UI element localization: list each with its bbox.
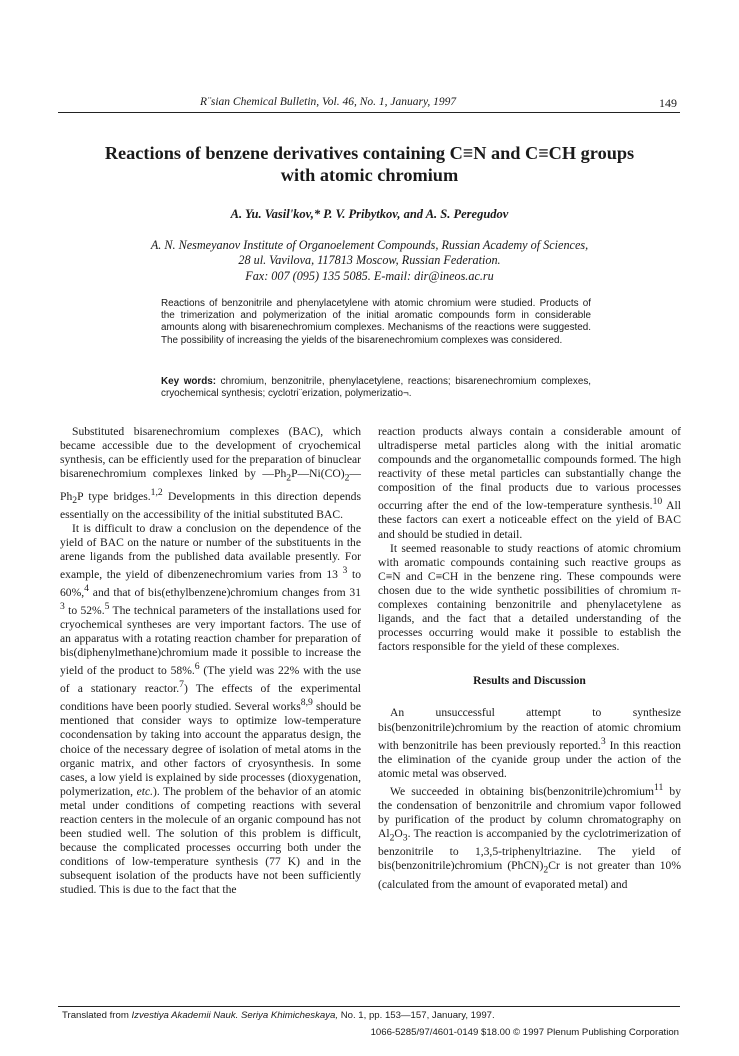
body-paragraph: We succeeded in obtaining bis(benzonitrile)chromium$^{11}$ by the condensation of benzonitrile and chromium vapor followed by purification of the product by column chromatography on $Al_2O_3$. The reaction is accompanied by the cyclotrimerization of benzonitrile to 1,3,5-triphenyltriazine. The yield of bis(benzonitrile)chromium $(PhCN)_2Cr$ is not greater than 10% (calculated from the amount of evaporated metal) and: [378, 781, 681, 891]
section-heading: Results and Discussion: [473, 674, 586, 688]
affiliation-line-2: 28 ul. Vavilova, 117813 Moscow, Russian Federation.: [238, 253, 501, 268]
body-paragraph: Substituted bisarenechromium complexes (BAC), which became accessible due to the development of cryochemical synthesis, can be efficiently used for the preparation of binuclear bisarenechromium complexes linked by $—Ph_2P—Ni(CO)_2—Ph_2P$ type bridges.$^{1,2}$ Developments in this direction depends essentially on the accessibility of the initial substituted BAC.: [60, 425, 361, 521]
citation: 3: [600, 735, 606, 747]
running-head: R¨sian Chemical Bulletin, Vol. 46, No. 1, January, 1997: [200, 96, 457, 108]
keywords: [161, 376, 591, 400]
title-line-1: Reactions of benzene derivatives containing C≡N and C≡CH groups: [104, 143, 635, 163]
citation: 8,9: [300, 697, 313, 709]
body-paragraph: An unsuccessful attempt to synthesize bis(benzonitrile)chromium by the reaction of atomic chromium with benzonitrile has been previously reported.$^3$ In this reaction the elimination of the cyanide group under the action of the atomic metal was observed.: [378, 706, 681, 780]
citation: 3: [60, 601, 65, 613]
body-paragraph: reaction products always contain a considerable amount of ultradisperse metal particles along with the initial aromatic compounds and the organometallic compounds formed. The high reactivity of these metal particles can substantially change the composition of the final products due to various processes occurring after the end of the low-temperature synthesis.$^{10}$ All these factors can exert a noticeable effect on the yield of BAC and should be studied in detail.: [378, 425, 681, 541]
header-rule: [58, 112, 680, 113]
citation: 4: [84, 583, 89, 595]
citation: 7: [179, 679, 184, 691]
footer-rule: [58, 1006, 680, 1007]
citation: 1,2: [150, 486, 163, 498]
left-column: [60, 425, 361, 898]
citation: 5: [104, 601, 110, 613]
affiliation-line-3: Fax: 007 (095) 135 5085. E-mail: dir@ineos.ac.ru: [245, 268, 494, 283]
author-list: A. Yu. Vasil'kov,* P. V. Pribytkov, and A. S. Peregudov: [230, 207, 509, 221]
copyright-line: 1066-5285/97/4601-0149 $18.00 © 1997 Plenum Publishing Corporation: [370, 1027, 679, 1038]
affiliation: [40, 238, 699, 284]
affiliation-line-1: A. N. Nesmeyanov Institute of Organoelement Compounds, Russian Academy of Sciences,: [150, 238, 589, 252]
title-line-2: with atomic chromium: [280, 165, 459, 185]
article-title: [40, 142, 699, 186]
abstract: Reactions of benzonitrile and phenylacetylene with atomic chromium were studied. Products of the trimerization and polymerization of the initial aromatic compounds form in considerable amounts along with bisarenechromium complexes. Mechanisms of the reactions were suggested. The possibility of increasing the yields of the bisarenechromium complexes was considered.: [161, 298, 591, 346]
citation: 11: [654, 781, 664, 793]
citation: 10: [652, 496, 663, 508]
keywords-label: Key words:: [161, 376, 217, 387]
body-paragraph: It seemed reasonable to study reactions of atomic chromium with aromatic compounds containing such reactive groups as C≡N and C≡CH in the benzene ring. These compounds were chosen due to the wide synthetic possibilities of chromium π-complexes containing benzonitrile and phenylacetylene as ligands, and the fact that a detailed understanding of the processes occurring would make it possible to establish the factors responsible for the yield of these complexes.: [378, 541, 681, 654]
citation: 3: [342, 565, 348, 577]
right-column: [378, 425, 681, 892]
page-number: 149: [659, 96, 677, 110]
keywords-text: chromium, benzonitrile, phenylacetylene, reactions; bisarenechromium complexes, cryochemical synthesis; cyclotri¨erization, polymerizatio¬.: [161, 376, 592, 400]
body-paragraph: It is difficult to draw a conclusion on the dependence of the yield of BAC on the nature or number of the substituents in the arene ligands from the published data available presently. For example, the yield of dibenzenechromium varies from 13 $^3$ to 60%,$^4$ and that of bis(ethylbenzene)chromium changes from 31 $^3$ to 52%.$^5$ The technical parameters of the installations used for cryochemical syntheses are very important factors. The use of an apparatus with a rotating reaction chamber for preparation of bis(diphenylmethane)chromium made it possible to increase the yield of the product to 58%.$^6$ (The yield was 22% with the use of a stationary reactor.$^7$) The effects of the experimental conditions have been poorly studied. Several works$^{8,9}$ should be mentioned that consider ways to optimize low-temperature cocondensation by taking into account the apparatus design, the choice of the necessary degree of isolation of metal atoms in the organic matrix, and other factors of cryosynthesis. In some cases, a low yield is explained by side processes (dioxygenation, polymerization, etc.). The problem of the behavior of an atomic metal under conditions of competing reactions with several reaction centers in the molecule of an organic compound has not been studied well. The solution of this problem is difficult, because the complicated processes occurring both under the conditions of low-temperature synthesis (77 K) and in the subsequent isolation of the products have not been sufficiently studied. This is due to the fact that the: [60, 522, 362, 897]
citation: 6: [194, 661, 200, 673]
translation-note: Translated from Izvestiya Akademii Nauk. Seriya Khimicheskaya, No. 1, pp. 153—157, January, 1997.: [62, 1010, 495, 1021]
